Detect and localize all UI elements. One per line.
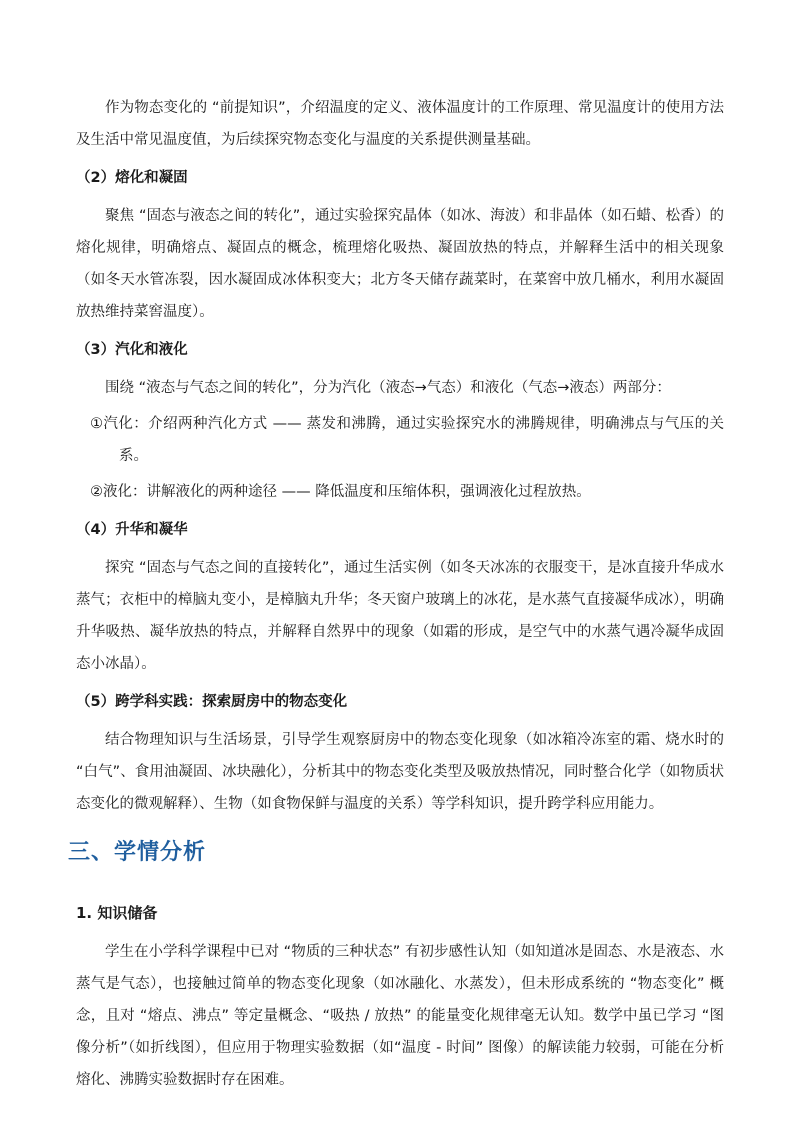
interdisciplinary-paragraph: 结合物理知识与生活场景，引导学生观察厨房中的物态变化现象（如冰箱冷冻室的霜、烧水时的 “白气”、食用油凝固、冰块融化），分析其中的物态变化类型及吸放热情况，同时整合化学（如物质状态变化的微观解释）、生物（如食物保鲜与温度的关系）等学科知识，提升跨学科应用能力。 xyxy=(76,732,724,812)
sublimation-paragraph: 探究 “固态与气态之间的直接转化”，通过生活实例（如冬天冰冻的衣服变干，是冰直接升华成水蒸气；衣柜中的樟脑丸变小，是樟脑丸升华；冬天窗户玻璃上的冰花，是水蒸气直接凝华成冰），明确升华吸热、凝华放热的特点，并解释自然界中的现象（如霜的形成，是空气中的水蒸气遇冷凝华成固态小冰晶）。 xyxy=(76,560,724,672)
vaporization-item: ①汽化：介绍两种汽化方式 —— 蒸发和沸腾，通过实验探究水的沸腾规律，明确沸点与气压的关系。 xyxy=(90,416,724,464)
liquefaction-item: ②液化：讲解液化的两种途径 —— 降低温度和压缩体积，强调液化过程放热。 xyxy=(90,484,591,500)
heading-knowledge-reserve: 1. 知识储备 xyxy=(76,904,158,922)
melting-paragraph: 聚焦 “固态与液态之间的转化”，通过实验探究晶体（如冰、海波）和非晶体（如石蜡、松香）的熔化规律，明确熔点、凝固点的概念，梳理熔化吸热、凝固放热的特点，并解释生活中的相关现象（如冬天水管冻裂，因水凝固成冰体积变大；北方冬天储存蔬菜时，在菜窖中放几桶水，利用水凝固放热维持菜窖温度）。 xyxy=(76,208,724,320)
heading-interdisciplinary-practice: （5）跨学科实践：探索厨房中的物态变化 xyxy=(76,694,348,710)
document-page xyxy=(68,92,724,1096)
knowledge-paragraph: 学生在小学科学课程中已对 “物质的三种状态” 有初步感性认知（如知道冰是固态、水是液态、水蒸气是气态），也接触过简单的物态变化现象（如冰融化、水蒸发），但未形成系统的 “物态变化” 概念，且对 “熔点、沸点” 等定量概念、“吸热 / 放热” 的能量变化规律毫无认知。数学中虽已学习 “图像分析”（如折线图），但应用于物理实验数据（如“温度 - 时间” 图像）的解读能力较弱，可能在分析熔化、沸腾实验数据时存在困难。 xyxy=(76,944,724,1088)
intro-paragraph: 作为物态变化的 “前提知识”，介绍温度的定义、液体温度计的工作原理、常见温度计的使用方法及生活中常见温度值，为后续探究物态变化与温度的关系提供测量基础。 xyxy=(76,100,724,148)
heading-vaporization-liquefaction: （3）汽化和液化 xyxy=(76,342,188,358)
heading-sublimation-deposition: （4）升华和凝华 xyxy=(76,522,188,538)
heading-melting-solidification: （2）熔化和凝固 xyxy=(76,170,188,186)
vaporization-paragraph: 围绕 “液态与气态之间的转化”，分为汽化（液态→气态）和液化（气态→液态）两部分： xyxy=(105,380,671,396)
section-title-learner-analysis: 三、学情分析 xyxy=(68,840,207,865)
